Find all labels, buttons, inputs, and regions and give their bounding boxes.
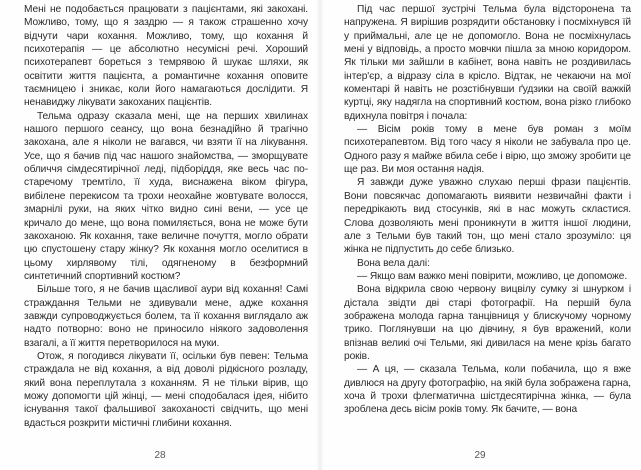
paragraph: — А ця, — сказала Тельма, коли побачила, що я вже дивлюся на другу фотографію, на якій була зображена гарна, хоча й трохи флегматична шістдесятирічна жінка, — була зроблена десь вісім років тому. Як бачите, — вона xyxy=(344,364,631,416)
paragraph: — Вісім років тому в мене був роман з моїм психотерапевтом. Від того часу я ніколи не забувала про це. Одного разу я майже вбила себе і вірю, що зможу зробити це ще раз. Ви моя остання надія. xyxy=(344,124,631,176)
paragraph: Більше того, я не бачив щасливої аури від кохання! Самі страждання Тельми не здивували мене, адже кохання завжди супроводжується болем, та її кохання виглядало аж надто потворно: воно не приносило ніякого задоволення взагалі, а її життя перетворилося на муки. xyxy=(24,284,308,349)
paragraph: Вона відкрила свою червону вицвілу сумку зі шнурком і дістала звідти дві старі фотографії. На першій була зображена молода гарна танцівниця у блискучому чорному трико. Поглянувши на цю дівчину, я був вражений, коли впізнав великі очі Тельми, які дивилася на мене крізь багато років. xyxy=(344,284,631,362)
paragraph: Під час першої зустрічі Тельма була відсторонена та напружена. Я вирішив розрядити обстановку і посміхнувся їй у приймальні, але це не допомогло. Вона не посміхнулась мені у відповідь, а просто мовчки пішла за мною коридором. Як тільки ми зайшли в кабінет, вона навіть не роздивилась інтер'єр, а відразу сіла в крісло. Відтак, не чекаючи на мої коментарі й навіть не розстібнувши ґудзики на своїй важкій куртці, яку надягла на спортивний костюм, вона різко глибоко вдихнула повітря і почала: xyxy=(344,4,631,122)
paragraph: Вона вела далі: xyxy=(357,257,430,269)
right-page xyxy=(320,0,640,470)
paragraph: Тельма одразу сказала мені, ще на перших хвилинах нашого першого сеансу, що вона безнадійно й трагічно закохана, але я ніколи не вагався, чи взяти її на лікування. Усе, що я бачив під час нашого знайомства, — зморщувате обличчя сімдесятирічної леді, підборіддя, яке весь час по-старечому тремтіло, її худа, виснажена віком фігура, вибілене перекисом та трохи неохайне жовтувате волосся, змарнілі руки, на яких чітко видно сині вени, — усе це кричало до мене, що вона помиляється, вона не може бути закоханою. Як кохання, таке величне почуття, могло обрати цю спустошену стару жінку? Як кохання могло оселитися в цьому хирлявому тілі, одягненому в безформний синтетичний спортивний костюм? xyxy=(24,110,308,282)
left-page-text xyxy=(24,3,308,430)
page-number: 29 xyxy=(474,450,486,461)
left-page xyxy=(0,0,320,470)
paragraph: Я завжди дуже уважно слухаю перші фрази пацієнтів. Вони повсякчас допомагають виявити незвичайні факти і передрікають вид стосунків, які в нас можуть скластися. Слова дозволяють мені проникнути в життя іншої людини, але з Тельми був такий тон, що мені стало зрозуміло: ця жінка не підпустить до себе близько. xyxy=(344,177,631,256)
page-number: 28 xyxy=(154,450,166,461)
paragraph: Отож, я погодився лікувати її, осільки був певен: Тельма страждала не від кохання, а від доволі рідкісного розладу, який вона переплутала з коханням. Я не тільки вірив, що можу допомогти цій жінці, — мені сподобалася ідея, нібито існування такої фальшивої закоханості свідчить, що мені вдасться розкрити містичні глибини кохання. xyxy=(24,350,308,429)
paragraph: Мені не подобається працювати з пацієнтами, які закохані. Можливо, тому, що я заздрю — я також страшенно хочу відчути чари кохання. Можливо, тому, що кохання й психотерапія — це абсолютно несумісні речі. Хороший психотерапевт бореться з темрявою й шукає шляхи, як освітити життя пацієнта, а романтичне кохання оповите таємницею і зникає, коли його намагаються дослідити. Я ненавиджу лікувати закоханих пацієнтів. xyxy=(24,4,308,109)
right-page-text xyxy=(344,3,631,417)
paragraph: — Якщо вам важко мені повірити, можливо, це допоможе. xyxy=(357,270,628,282)
